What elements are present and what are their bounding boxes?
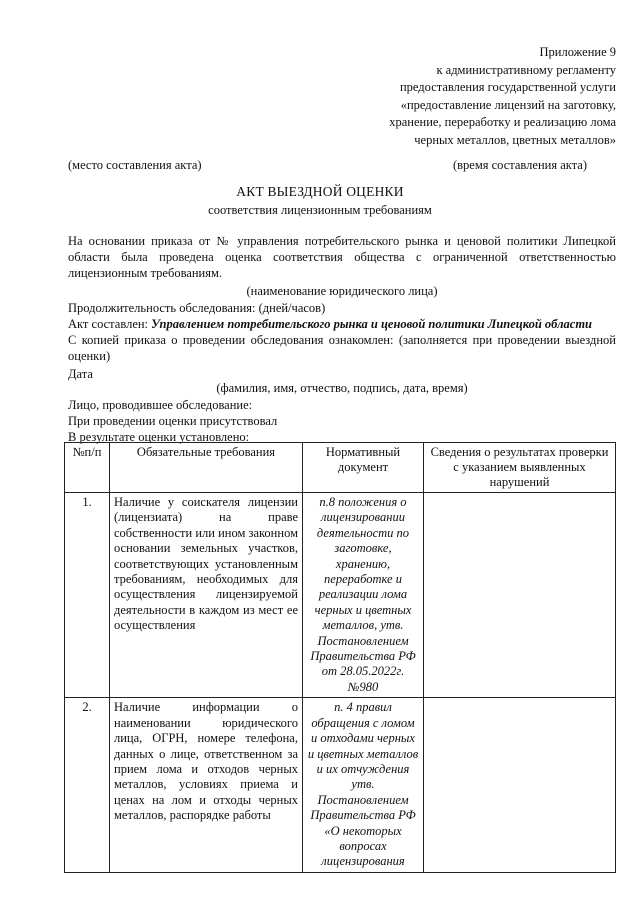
- header-requirements: Обязательные требования: [110, 443, 303, 493]
- document-title: АКТ ВЫЕЗДНОЙ ОЦЕНКИ: [236, 184, 404, 199]
- row-norm: п. 4 правил обращения с ломом и отходами черных и цветных металлов и их отчуждения утв. Постановлением Правительства РФ «О некоторых вопросах лицензирования: [303, 698, 424, 872]
- row-num: 2.: [65, 698, 110, 872]
- row-requirement: Наличие у соискателя лицензии (лицензиата) на праве собственности или ином законном основании земельных участков, соответствующих установленным требованиям, необходимых для осуществления лицензируемой деятельности в каждом из мест ее осуществления: [110, 493, 303, 698]
- table-row: [65, 698, 616, 872]
- place-time-row: [68, 158, 587, 176]
- header-info: Сведения о результатах проверки с указанием выявленных нарушений: [424, 443, 616, 493]
- date-label: Дата: [68, 367, 93, 381]
- appendix-header: [316, 44, 616, 150]
- appendix-line: «предоставление лицензий на заготовку,: [400, 97, 616, 112]
- header-norm: Нормативный документ: [303, 443, 424, 493]
- org-name-label: (наименование юридического лица): [246, 284, 438, 298]
- requirements-table: [64, 442, 616, 873]
- row-info: [424, 698, 616, 872]
- row-num: 1.: [65, 493, 110, 698]
- row-requirement: Наличие информации о наименовании юридического лица, ОГРН, номере телефона, данных о лице, ответственном за прием лома и отходов черных металлов, условиях приема и ценах на лом и отходы черных металлов, распорядке работы: [110, 698, 303, 872]
- copy-notice: С копией приказа о проведении обследования ознакомлен: (заполняется при проведении выездной оценки): [68, 333, 616, 364]
- table-row: [65, 493, 616, 698]
- basis-paragraph: На основании приказа от № управления потребительского рынка и ценовой политики Липецкой области была проведена оценка соответствия общества с ограниченной ответственностью лицензионным требованиям.: [68, 234, 616, 281]
- time-label: (время составления акта): [452, 158, 587, 172]
- header-num: №п/п: [65, 443, 110, 493]
- result-label: В результате оценки установлено:: [68, 430, 250, 444]
- appendix-line: предоставления государственной услуги: [399, 80, 616, 95]
- appendix-line: Приложение 9: [539, 45, 616, 59]
- act-prefix: Акт составлен:: [68, 317, 152, 331]
- row-norm: п.8 положения о лицензировании деятельности по заготовке, хранению, переработке и реализации лома черных и цветных металлов, утв. Постановлением Правительства РФ от 28.05.2022г. №980: [303, 493, 424, 698]
- duration-line: Продолжительность обследования: (дней/часов): [68, 301, 326, 315]
- person-label: Лицо, проводившее обследование:: [68, 398, 253, 412]
- appendix-line: черных металлов, цветных металлов»: [414, 132, 616, 147]
- fio-label: (фамилия, имя, отчество, подпись, дата, время): [216, 381, 468, 395]
- place-label: (место составления акта): [68, 158, 202, 172]
- appendix-line: хранение, переработку и реализацию лома: [389, 115, 616, 130]
- document-subtitle: соответствия лицензионным требованиям: [208, 203, 432, 217]
- act-author-line: [68, 316, 616, 332]
- table-header-row: [65, 443, 616, 493]
- act-author: Управлением потребительского рынка и ценовой политики Липецкой области: [151, 317, 592, 331]
- present-label: При проведении оценки присутствовал: [68, 414, 278, 428]
- appendix-line: к административному регламенту: [436, 62, 616, 77]
- row-info: [424, 493, 616, 698]
